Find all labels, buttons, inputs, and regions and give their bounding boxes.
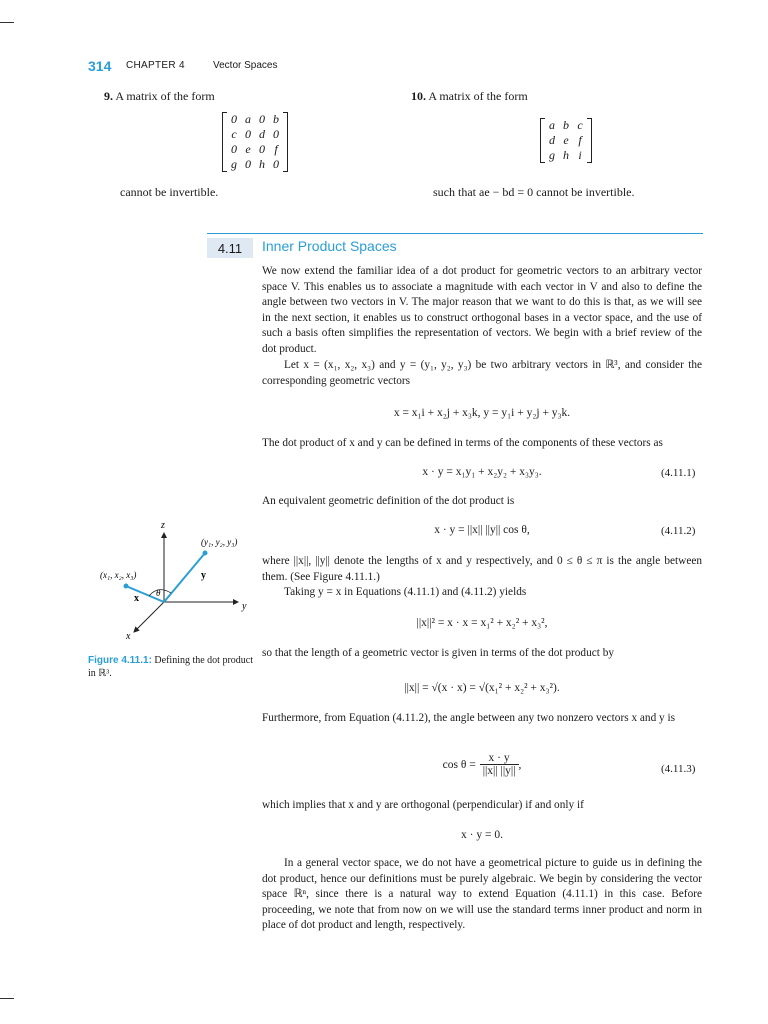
paragraph-angle: Furthermore, from Equation (4.11.2), the angle between any two nonzero vectors x and y is bbox=[262, 712, 676, 724]
figure-caption bbox=[88, 654, 258, 680]
problem-9-text: A matrix of the form bbox=[115, 89, 215, 103]
equation-number-4-11-1: (4.11.1) bbox=[661, 467, 696, 479]
paragraph-length-given: so that the length of a geometric vector is given in terms of the dot product by bbox=[262, 647, 614, 659]
problem-10-matrix bbox=[540, 118, 592, 163]
problem-10-text: A matrix of the form bbox=[428, 89, 528, 103]
equation-4-11-2: x · y = ||x|| ||y|| cos θ, bbox=[434, 524, 530, 536]
equation-norm-squared: ||x||² = x · x = x₁² + x₂² + x₃², bbox=[416, 617, 548, 629]
paragraph-intro: We now extend the familiar idea of a dot product for geometric vectors to an arbitrary vector space V. This enables us to associate a magnitude with each vector in V and also to define the angle between two vectors in V. The major reason that we want to do this is that, as we will see in the next section, it enables us to construct orthogonal bases in a vector space, and the use of such a basis often simplifies the representation of vectors. We begin with a brief review of the dot product. bbox=[262, 265, 702, 355]
matrix-10-entry: d bbox=[549, 133, 555, 147]
matrix-9-entry: 0 bbox=[231, 112, 237, 126]
matrix-10-entry: c bbox=[577, 118, 583, 132]
equation-orthogonal: x · y = 0. bbox=[461, 829, 503, 841]
matrix-10-entry: f bbox=[578, 133, 582, 147]
figure-label: Figure 4.11.1: bbox=[88, 655, 152, 666]
problem-10-number: 10. bbox=[411, 89, 426, 103]
matrix-9-entry: b bbox=[273, 112, 279, 126]
matrix-9-entry: g bbox=[231, 157, 237, 171]
matrix-9-entry: a bbox=[245, 112, 251, 126]
matrix-9-entry: e bbox=[245, 142, 251, 156]
point-y-label: (y₁, y₂, y₃) bbox=[201, 537, 238, 547]
point-x-label: (x₁, x₂, x₃) bbox=[100, 570, 137, 580]
problem-9-statement bbox=[104, 89, 215, 104]
crop-mark-top bbox=[0, 22, 14, 23]
equation-4-11-1: x · y = x₁y₁ + x₂y₂ + x₃y₃. bbox=[422, 466, 542, 478]
paragraph-general: In a general vector space, we do not have a geometrical picture to guide us in defining the dot product, hence our definitions must be purely algebraic. We begin by considering the vector space ℝⁿ, since there is a natural way to extend Equation (4.11.1) in this case. Before proceeding, we note that from now on we will use the standard terms inner product and norm in place of dot product and length, respectively. bbox=[262, 857, 702, 931]
matrix-10-entry: h bbox=[563, 148, 569, 162]
z-axis-label: z bbox=[161, 520, 165, 531]
paragraph-geometric-def: An equivalent geometric definition of the dot product is bbox=[262, 495, 515, 507]
equation-4-11-3-lhs: cos θ = bbox=[442, 758, 476, 771]
paragraph-orthogonal: which implies that x and y are orthogonal (perpendicular) if and only if bbox=[262, 799, 584, 811]
matrix-9-entry: c bbox=[231, 127, 237, 141]
problem-9-matrix bbox=[222, 112, 288, 172]
fraction-denominator: ||x|| ||y|| bbox=[482, 765, 516, 777]
paragraph-vectors: Let x = (x₁, x₂, x₃) and y = (y₁, y₂, y₃) be two arbitrary vectors in ℝ³, and consider the corresponding geometric vectors bbox=[262, 359, 702, 387]
matrix-10-entry: e bbox=[563, 133, 569, 147]
matrix-9-entry: 0 bbox=[245, 157, 251, 171]
section-title: Inner Product Spaces bbox=[262, 238, 397, 254]
chapter-title: Vector Spaces bbox=[213, 60, 278, 71]
matrix-10-entry: a bbox=[549, 118, 555, 132]
paragraph-dot-def: The dot product of x and y can be defined in terms of the components of these vectors as bbox=[262, 437, 663, 449]
problem-10-conclusion: such that ae − bd = 0 cannot be invertible. bbox=[433, 185, 635, 199]
x-axis bbox=[134, 602, 164, 632]
chapter-label: CHAPTER 4 bbox=[126, 60, 185, 71]
equation-4-11-3-fraction bbox=[480, 752, 519, 777]
point-x-dot bbox=[124, 584, 129, 589]
y-axis-label: y bbox=[242, 601, 247, 612]
matrix-9-entry: 0 bbox=[231, 142, 237, 156]
vector-y-label: y bbox=[201, 570, 206, 581]
section-number: 4.11 bbox=[207, 238, 253, 258]
matrix-10-entry: g bbox=[549, 148, 555, 162]
figure-caption-text: Defining the dot product in ℝ³. bbox=[88, 655, 254, 679]
fraction-numerator: x · y bbox=[480, 752, 519, 765]
figure-4-11-1 bbox=[88, 515, 263, 645]
matrix-9-entry: d bbox=[259, 127, 265, 141]
matrix-10-entry: b bbox=[563, 118, 569, 132]
x-axis-label: x bbox=[126, 631, 131, 642]
problem-9-conclusion: cannot be invertible. bbox=[120, 185, 219, 199]
equation-geometric-vectors: x = x₁i + x₂j + x₃k, y = y₁i + y₂j + y₃k. bbox=[393, 407, 571, 419]
equation-4-11-3-tail: , bbox=[518, 758, 522, 771]
theta-label: θ bbox=[156, 588, 161, 598]
matrix-9-entry: 0 bbox=[259, 142, 265, 156]
crop-mark-bottom bbox=[0, 998, 14, 999]
equation-number-4-11-3: (4.11.3) bbox=[661, 763, 696, 775]
problem-9-number: 9. bbox=[104, 89, 113, 103]
paragraph-taking: Taking y = x in Equations (4.11.1) and (4.11.2) yields bbox=[284, 586, 527, 598]
matrix-9-entry: h bbox=[259, 157, 265, 171]
page-number: 314 bbox=[88, 58, 112, 74]
matrix-9-entry: 0 bbox=[245, 127, 251, 141]
matrix-9-entry: 0 bbox=[259, 112, 265, 126]
equation-number-4-11-2: (4.11.2) bbox=[661, 525, 696, 537]
section-rule bbox=[207, 233, 703, 234]
vector-x-label: x bbox=[134, 593, 139, 604]
matrix-9-entry: f bbox=[274, 142, 278, 156]
problem-10-statement bbox=[411, 89, 528, 104]
equation-norm: ||x|| = √(x · x) = √(x₁² + x₂² + x₃²). bbox=[404, 682, 560, 694]
paragraph-lengths: where ||x||, ||y|| denote the lengths of x and y respectively, and 0 ≤ θ ≤ π is the angle between them. (See Figure 4.11.1.) bbox=[262, 555, 702, 583]
vector-y bbox=[164, 553, 205, 602]
point-y-dot bbox=[203, 551, 208, 556]
matrix-10-entry: i bbox=[578, 148, 582, 162]
matrix-9-entry: 0 bbox=[273, 157, 279, 171]
matrix-9-entry: 0 bbox=[273, 127, 279, 141]
equation-4-11-3 bbox=[262, 752, 702, 777]
